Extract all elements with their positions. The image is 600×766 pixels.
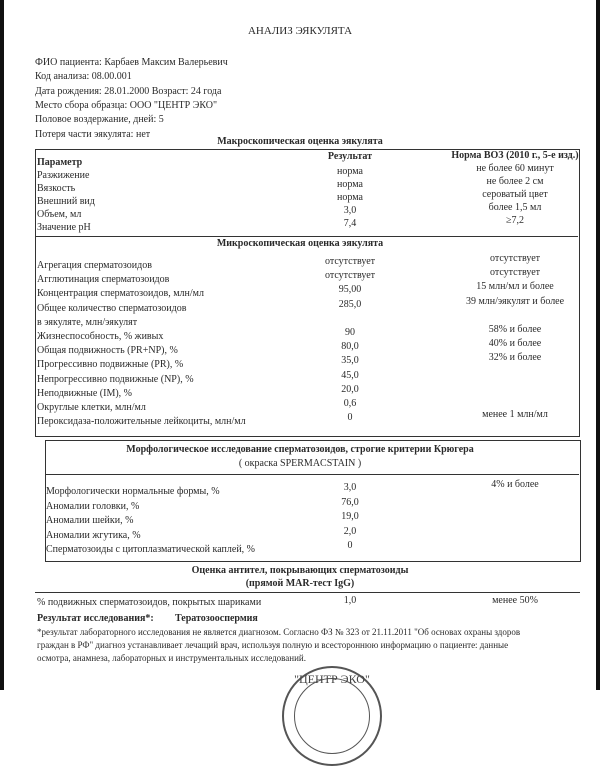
micro-section-title: Микроскопическая оценка эякулята (216, 238, 384, 249)
header-result: Результат (327, 151, 373, 162)
row-parameter: Внешний вид (37, 196, 95, 207)
row-parameter: Аномалии головки, % (46, 500, 140, 512)
morph-section-title: Морфологическое исследование сперматозоидов, строгие критерии Крюгера (126, 444, 474, 455)
row-norm: 40% и более (488, 338, 542, 350)
row-parameter: Неподвижные (IM), % (37, 387, 133, 399)
header-parameter: Параметр (37, 157, 83, 168)
antibody-norm: менее 50% (492, 595, 538, 606)
row-parameter: Жизнеспособность, % живых (37, 331, 164, 342)
row-norm: 39 млн/эякулят и более (465, 295, 565, 307)
row-parameter: Округлые клетки, млн/мл (37, 402, 146, 413)
patient-info-line: Код анализа: 08.00.001 (35, 71, 132, 83)
row-norm: более 1,5 мл (488, 202, 542, 213)
row-result: 80,0 (341, 341, 359, 353)
result-value: Тератозооспермия (175, 613, 258, 624)
row-result: 0,6 (343, 398, 357, 409)
row-result: 19,0 (341, 511, 359, 522)
row-result: отсутствует (324, 256, 376, 267)
row-norm: 4% и более (491, 479, 539, 490)
row-result: 3,0 (343, 205, 357, 216)
note-line: граждан в РФ" диагноз устанавливает лечащий врач, используя полную и всестороннюю информацию о пациенте: данные (37, 640, 509, 650)
morph-section-subtitle: ( окраска SPERMACSTAIN ) (238, 458, 362, 469)
row-parameter: Агглютинация сперматозоидов (37, 274, 170, 286)
row-result: норма (337, 179, 363, 190)
row-result: 0 (347, 540, 353, 551)
row-result: 3,0 (343, 482, 357, 493)
row-norm: не более 2 см (486, 176, 544, 187)
row-parameter: Вязкость (37, 183, 76, 194)
patient-info-line: Половое воздержание, дней: 5 (35, 114, 164, 126)
row-parameter: Морфологически нормальные формы, % (46, 486, 220, 497)
note-line: *результат лабораторного исследования не является диагнозом. Согласно ФЗ № 323 от 21.11.2011 "Об основах охраны здоров (37, 627, 521, 637)
row-parameter: Агрегация сперматозоидов (37, 260, 152, 271)
row-parameter: Разжижение (37, 170, 90, 181)
row-norm: 58% и более (488, 324, 542, 335)
row-parameter: Общее количество сперматозоидов (37, 302, 187, 314)
document-title: АНАЛИЗ ЭЯКУЛЯТА (247, 25, 353, 37)
row-norm: 15 млн/мл и более (476, 281, 554, 293)
stamp-text: "ЦЕНТР ЭКО" (294, 672, 370, 686)
row-result: 90 (345, 327, 355, 338)
row-result: норма (337, 166, 363, 177)
patient-info-line: Место сбора образца: ООО "ЦЕНТР ЭКО" (35, 99, 218, 111)
row-parameter: Сперматозоиды с цитоплазматической каплей, % (46, 544, 255, 555)
row-result: 0 (347, 412, 353, 424)
patient-info-line: Потеря части эякулята: нет (35, 128, 151, 140)
row-parameter: Значение pH (37, 222, 91, 233)
result-label: Результат исследования*: (37, 613, 154, 624)
row-result: 95,00 (338, 284, 362, 296)
row-parameter: Аномалии жгутика, % (46, 529, 141, 541)
row-parameter: Прогрессивно подвижные (PR), % (37, 359, 184, 371)
row-norm: отсутствует (489, 267, 541, 279)
row-norm: сероватый цвет (482, 189, 548, 200)
row-parameter: Аномалии шейки, % (46, 515, 134, 526)
antibody-result: 1,0 (343, 595, 357, 606)
row-parameter: в эякуляте, млн/эякулят (37, 316, 138, 328)
row-result: норма (337, 192, 363, 203)
row-norm: отсутствует (489, 253, 541, 264)
row-result: 2,0 (343, 525, 357, 537)
row-result: 7,4 (343, 218, 357, 229)
divider (35, 236, 578, 237)
patient-info-line: Дата рождения: 28.01.2000 Возраст: 24 года (35, 85, 222, 97)
patient-info-line: ФИО пациента: Карбаев Максим Валерьевич (35, 57, 228, 68)
row-result: 20,0 (341, 383, 359, 395)
divider (35, 592, 580, 593)
row-result: 76,0 (341, 496, 359, 508)
row-result: отсутствует (324, 270, 376, 282)
row-parameter: Общая подвижность (PR+NP), % (37, 345, 178, 357)
divider (45, 474, 579, 475)
row-parameter: Пероксидаза-положительные лейкоциты, млн/мл (37, 416, 246, 428)
antibody-section-subtitle: (прямой MAR-тест IgG) (245, 578, 355, 589)
row-norm: менее 1 млн/мл (482, 409, 548, 421)
result-note (37, 626, 520, 665)
organization-stamp (282, 666, 382, 766)
row-norm: 32% и более (488, 352, 542, 364)
antibody-param: % подвижных сперматозоидов, покрытых шариками (37, 597, 262, 608)
row-parameter: Концентрация сперматозоидов, млн/мл (37, 288, 204, 300)
row-norm: ≥7,2 (506, 215, 524, 226)
header-norm: Норма ВОЗ (2010 г., 5-е изд.) (451, 150, 579, 161)
row-result: 45,0 (341, 369, 359, 381)
note-line: осмотра, анамнеза, лабораторных и инструментальных исследований. (37, 653, 306, 663)
row-parameter: Непрогрессивно подвижные (NP), % (37, 373, 194, 385)
macro-section-title: Макроскопическая оценка эякулята (217, 136, 383, 147)
row-result: 35,0 (341, 355, 359, 367)
row-parameter: Объем, мл (37, 209, 82, 220)
row-result: 285,0 (338, 298, 362, 310)
row-norm: не более 60 минут (476, 163, 554, 174)
antibody-section-title: Оценка антител, покрывающих сперматозоиды (191, 565, 409, 576)
